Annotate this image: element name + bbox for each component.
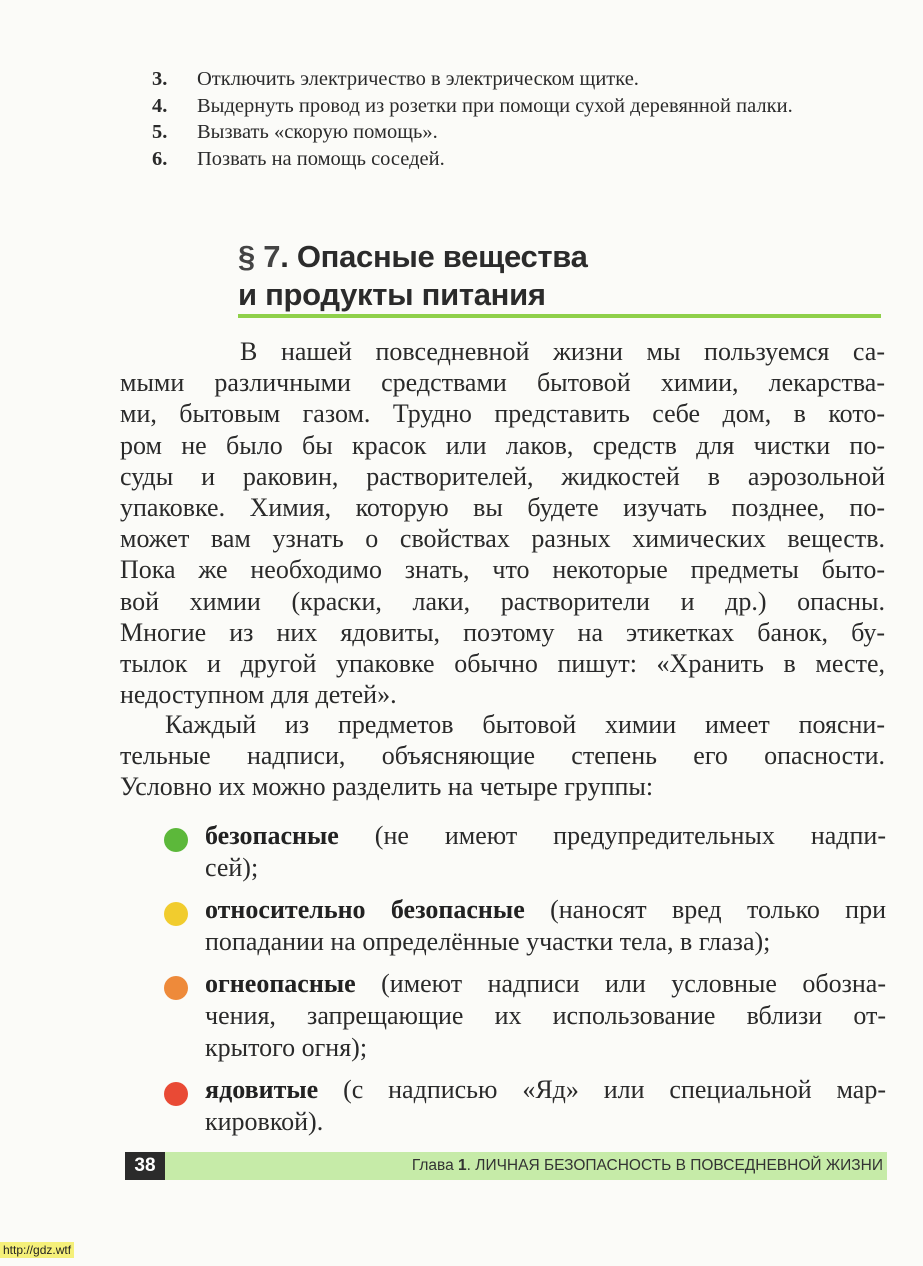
heading-line-2: и продукты питания [238,277,546,312]
text-line: недоступном для детей». [120,680,397,710]
chapter-number: 1 [458,1157,467,1174]
hazard-groups-list [160,820,886,1148]
hazard-group-desc: (не имеют предупредительных надпи- [338,821,886,850]
list-item-text: Вызвать «скорую помощь». [197,121,438,143]
list-item-number: 5. [152,121,168,143]
text-line: упаковке. Химия, которую вы будете изучать позднее, по- [120,493,885,523]
text-line: суды и раковин, растворителей, жидкостей в аэрозольной [120,461,885,491]
list-item [152,66,882,93]
text-line: ми, бытовым газом. Трудно представить себе дом, в кото- [120,399,885,429]
text-line: вой химии (краски, лаки, растворители и др.) опасны. [120,586,885,616]
section-number: § 7 [238,239,281,274]
hazard-group-term: огнеопасные [205,969,356,998]
list-item-number: 3. [152,68,168,90]
text-line [205,1074,886,1106]
list-item-number: 4. [152,94,168,117]
hazard-group-desc: (наносят вред только при [524,895,886,924]
text-line [205,820,886,852]
heading-underline [238,314,881,318]
hazard-group-desc: (имеют надписи или условные обозна- [355,969,886,998]
hazard-group-item [160,820,886,884]
list-item [152,146,882,173]
text-line: крытого огня); [205,1033,368,1062]
chapter-title [412,1152,883,1180]
text-line: попадании на определённые участки тела, в глаза); [205,927,771,956]
text-line [205,894,886,926]
list-item-text: Позвать на помощь соседей. [197,147,445,170]
list-item [152,93,882,120]
text-line: ром не было бы красок или лаков, средств для чистки по- [120,430,885,460]
hazard-group-desc: (с надписью «Яд» или специальной мар- [318,1075,886,1104]
text-line: тылок и другой упаковке обычно пишут: «Хранить в месте, [120,649,885,679]
watermark-link[interactable]: http://gdz.wtf [0,1242,74,1258]
text-line [205,968,886,1000]
paragraph-2 [120,709,885,803]
paragraph-1 [120,336,885,710]
text-line: Многие из них ядовиты, поэтому на этикетках банок, бу- [120,617,885,647]
text-line: Пока же необходимо знать, что некоторые предметы быто- [120,555,885,585]
page-number: 38 [125,1152,165,1180]
hazard-group-term: безопасные [205,821,339,850]
list-item-text: Выдернуть провод из розетки при помощи сухой деревянной палки. [197,94,793,117]
section-heading [238,238,588,314]
text-line: кировкой). [205,1107,324,1136]
text-line: В нашей повседневной жизни мы пользуемся са- [240,337,885,366]
hazard-group-item [160,968,886,1064]
numbered-list [152,66,882,172]
chapter-label: Глава [411,1157,459,1174]
text-line: может вам узнать о свойствах разных химических веществ. [120,524,885,554]
text-line: тельные надписи, объясняющие степень его опасности. [120,741,885,771]
chapter-title-text: . ЛИЧНАЯ БЕЗОПАСНОСТЬ В ПОВСЕДНЕВНОЙ ЖИЗНИ [466,1157,883,1174]
hazard-color-dot-icon [164,976,188,1000]
heading-line-1: . Опасные вещества [280,239,588,274]
hazard-group-item [160,894,886,958]
list-item-text: Отключить электричество в электрическом щитке. [197,68,639,90]
hazard-group-term: ядовитые [205,1075,319,1104]
text-line: Каждый из предметов бытовой химии имеет поясни- [165,710,885,739]
hazard-color-dot-icon [164,902,188,926]
hazard-color-dot-icon [164,828,188,852]
page-footer [125,1152,887,1180]
text-line: Условно их можно разделить на четыре группы: [120,772,654,802]
hazard-color-dot-icon [164,1082,188,1106]
list-item [152,119,882,146]
hazard-group-item [160,1074,886,1138]
text-line: мыми различными средствами бытовой химии, лекарства- [120,368,885,398]
text-line: чения, запрещающие их использование вблизи от- [205,1001,886,1030]
text-line: сей); [205,853,259,882]
list-item-number: 6. [152,147,168,170]
hazard-group-term: относительно безопасные [205,895,525,924]
